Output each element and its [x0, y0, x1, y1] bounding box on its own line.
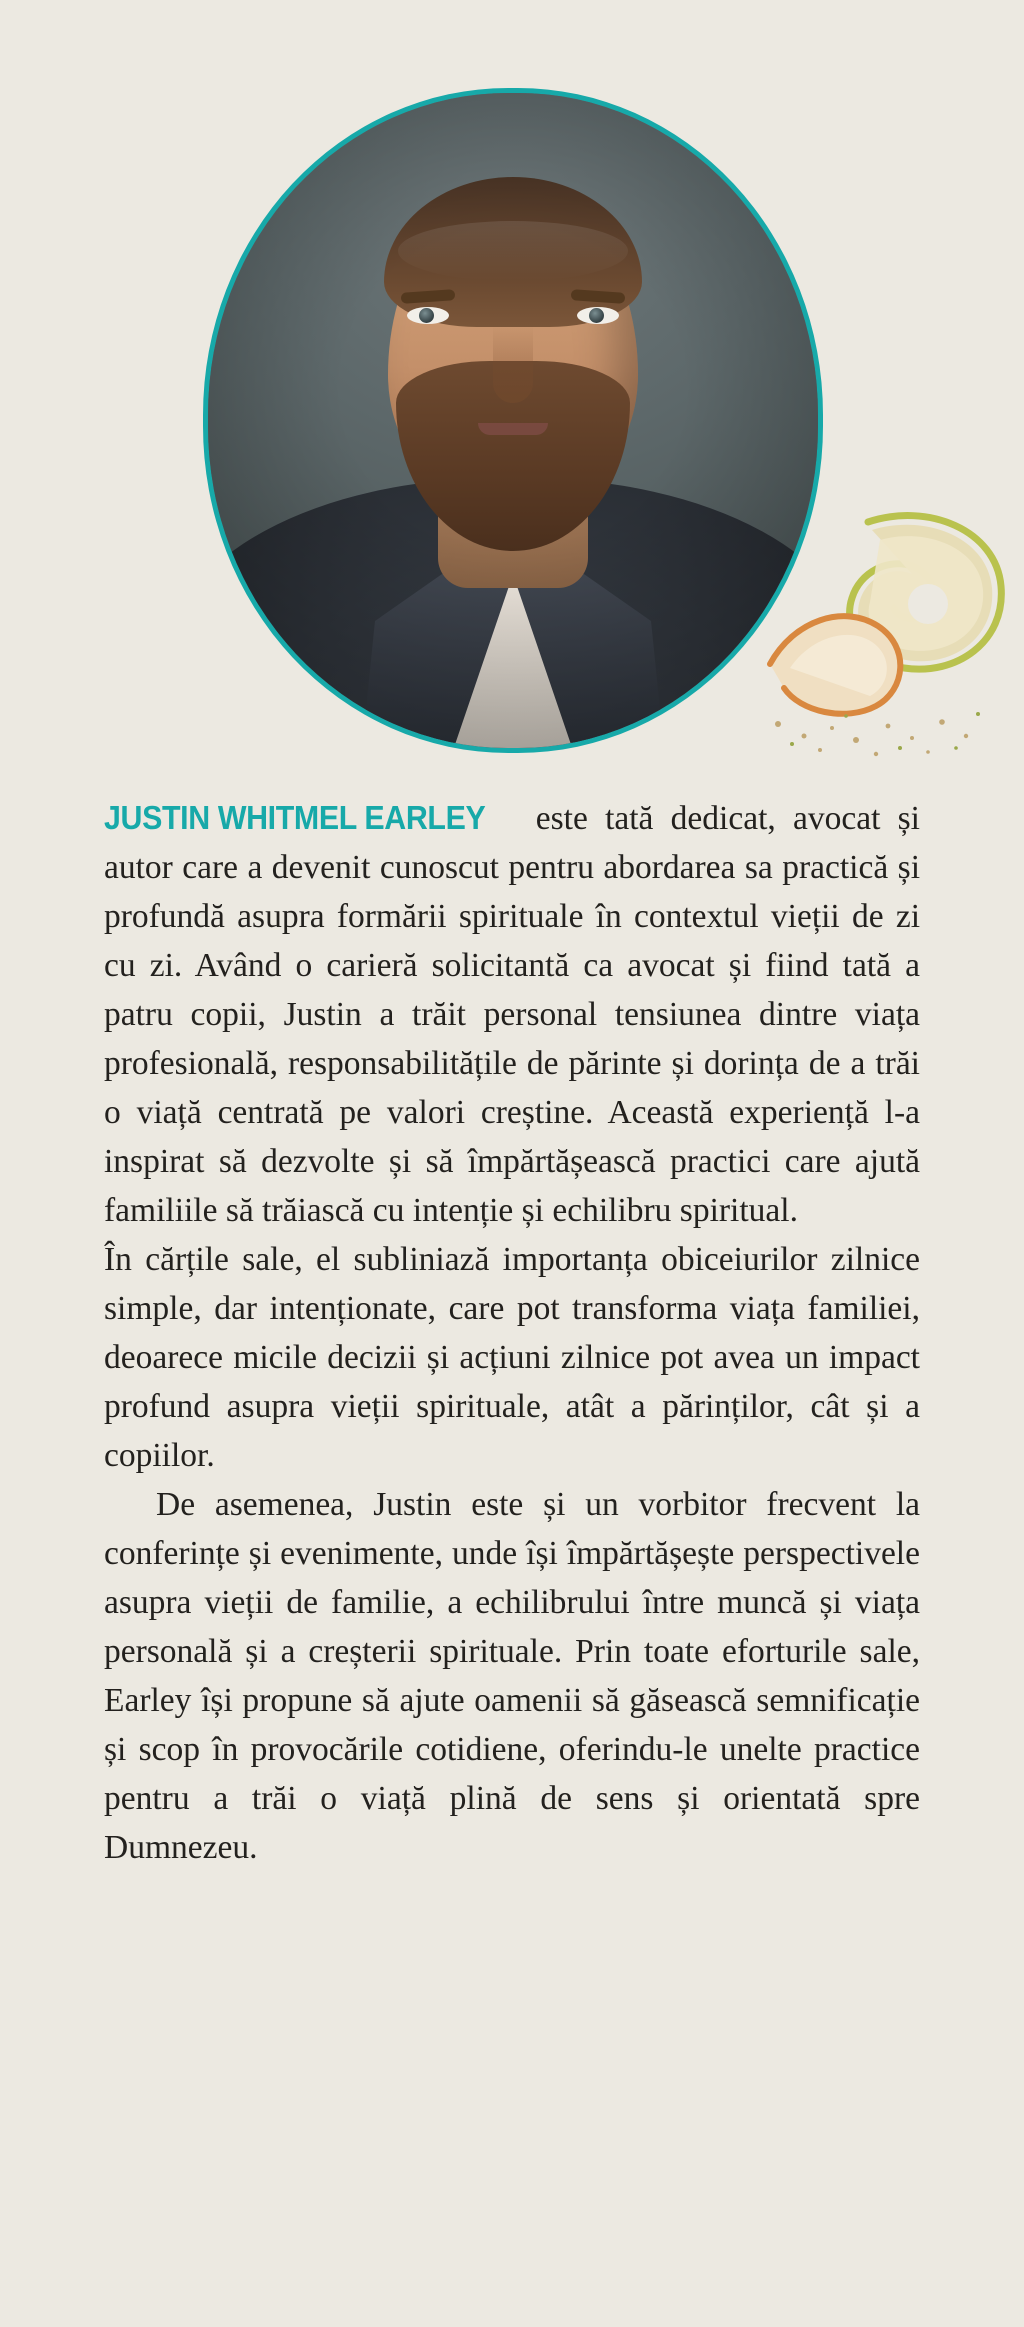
paragraph-1 [104, 793, 920, 1235]
portrait-oval-frame [203, 88, 823, 753]
paragraph-1-text: este tată dedicat, avocat și autor care a devenit cunoscut pentru abordarea sa practică și profundă asupra formării spirituale în contextul vieții de zi cu zi. Având o carieră solicitantă ca avocat și fiind tată a patru copii, Justin a trăit personal tensiunea dintre viața profesională, responsabilitățile de părinte și dorința de a trăi o viață centrată pe valori creștine. Această experiență l-a inspirat să dezvolte și să împărtășească practici care ajută familiile să trăiască cu intenție și echilibru spiritual. [104, 800, 920, 1229]
portrait-vignette [208, 93, 818, 748]
article-body [104, 793, 920, 1872]
author-name-lead: JUSTIN WHITMEL EARLEY [104, 799, 486, 836]
paragraph-2: În cărțile sale, el subliniază importanța obiceiurilor zilnice simple, dar intenționate, care pot transforma viața familiei, deoarece micile decizii și acțiuni zilnice pot avea un impact profund asupra vieții spirituale, atât a părinților, cât și a copiilor. [104, 1241, 920, 1474]
author-portrait [203, 88, 813, 743]
paragraph-3: De asemenea, Justin este și un vorbitor frecvent la conferințe și evenimente, unde își împărtășește perspectivele asupra vieții de familie, a echilibrului între muncă și viața personală și a creșterii spirituale. Prin toate eforturile sale, Earley își propune să ajute oamenii să găsească semnificație și scop în provocările cotidiene, oferindu-le unelte practice pentru a trăi o viață plină de sens și orientată spre Dumnezeu. [104, 1486, 920, 1866]
